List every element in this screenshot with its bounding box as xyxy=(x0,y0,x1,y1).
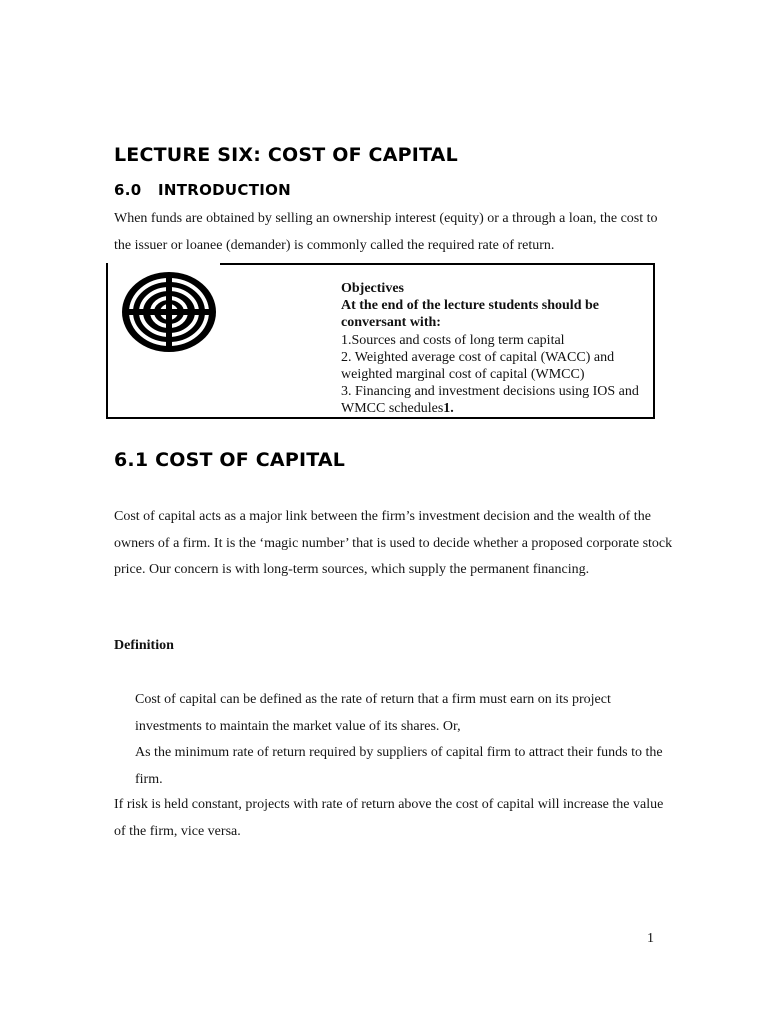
definition-line: As the minimum rate of return required by suppliers of capital firm to attract their funds to the firm. xyxy=(135,745,663,787)
section-number: 6.0 xyxy=(114,181,142,199)
definition-text xyxy=(135,687,665,793)
objective-item: 1.Sources and costs of long term capital xyxy=(341,332,565,348)
lecture-title: LECTURE SIX: COST OF CAPITAL xyxy=(114,144,458,166)
cost-of-capital-paragraph: Cost of capital acts as a major link between the firm’s investment decision and the wealth of the owners of a firm. It is the ‘magic number’ that is used to decide whether a proposed corporate stock price. Our concern is with long-term sources, which supply the permanent financing. xyxy=(114,509,673,577)
objectives-text xyxy=(341,280,646,418)
objective-item xyxy=(341,383,646,417)
section-heading-cost-of-capital: 6.1 COST OF CAPITAL xyxy=(114,449,346,471)
risk-paragraph: If risk is held constant, projects with rate of return above the cost of capital will increase the value of the firm, vice versa. xyxy=(114,797,664,839)
target-icon xyxy=(121,271,217,353)
section-title: INTRODUCTION xyxy=(158,181,292,199)
box-top-border xyxy=(220,263,655,265)
objectives-lead: At the end of the lecture students should be conversant with: xyxy=(341,298,599,331)
section-heading-introduction xyxy=(114,181,291,199)
page-number: 1 xyxy=(647,931,654,946)
objectives-box xyxy=(106,263,655,419)
footnote-marker: 1. xyxy=(443,401,454,417)
definition-line: Cost of capital can be defined as the rate of return that a firm must earn on its project investments to maintain the market value of its shares. Or, xyxy=(135,692,611,734)
objective-item-text: 3. Financing and investment decisions using IOS and WMCC schedules xyxy=(341,384,639,417)
objectives-heading: Objectives xyxy=(341,281,404,296)
definition-label: Definition xyxy=(114,638,174,653)
objective-item: 2. Weighted average cost of capital (WACC) and weighted marginal cost of capital (WMCC) xyxy=(341,349,615,383)
intro-paragraph: When funds are obtained by selling an ownership interest (equity) or a through a loan, the cost to the issuer or loanee (demander) is commonly called the required rate of return. xyxy=(114,211,658,253)
